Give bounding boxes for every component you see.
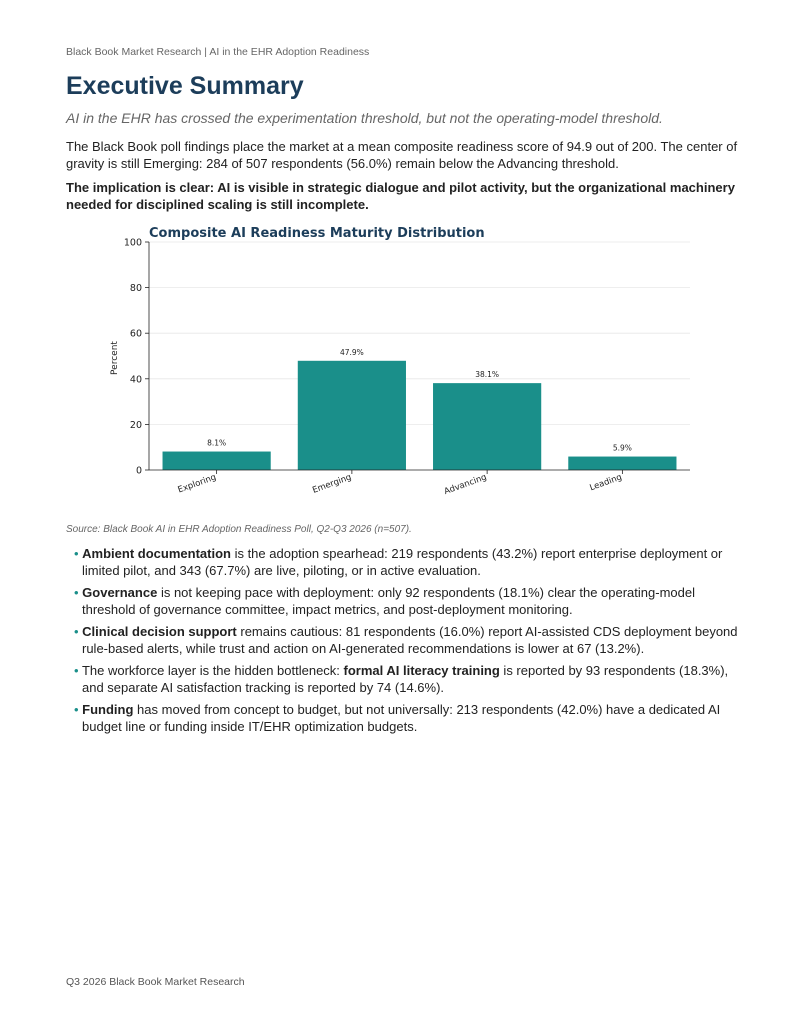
chart-title: Composite AI Readiness Maturity Distribution <box>149 226 485 241</box>
finding-item <box>66 623 741 657</box>
chart-svg <box>100 222 700 512</box>
bullet-marker: • <box>74 546 83 561</box>
finding-topic: Funding <box>82 702 134 717</box>
category-label-leading: Leading <box>588 472 624 494</box>
finding-text: is not keeping pace with deployment: only 92 respondents (18.1%) clear the operating-model threshold of governance committee, impact metrics, and post-deployment monitoring. <box>82 585 695 617</box>
y-tick-label: 60 <box>129 328 142 340</box>
bullet-marker: • <box>74 624 83 639</box>
data-label-emerging: 47.9% <box>339 347 364 357</box>
finding-item <box>66 584 741 618</box>
y-tick-label: 80 <box>129 283 142 295</box>
finding-item <box>66 545 741 579</box>
finding-topic: Governance <box>82 585 158 600</box>
bar-leading <box>568 457 676 470</box>
bar-emerging <box>298 361 406 470</box>
finding-text: has moved from concept to budget, but not universally: 213 respondents (42.0%) have a dedicated AI budget line or funding inside IT/EHR optimization budgets. <box>82 702 721 734</box>
chart-y-axis-label: Percent <box>110 341 120 375</box>
category-label-exploring: Exploring <box>176 472 218 496</box>
finding-prefix: The workforce layer is the hidden bottleneck: <box>81 663 344 678</box>
y-tick-label: 0 <box>135 465 142 477</box>
bar-advancing <box>433 383 541 470</box>
page-title: Executive Summary <box>66 72 304 100</box>
category-label-emerging: Emerging <box>311 472 353 496</box>
key-findings-list <box>66 545 741 740</box>
finding-text: remains cautious: 81 respondents (16.0%) report AI-assisted CDS deployment beyond rule-based alerts, while trust and action on AI-generated recommendations is lower at 67 (13.2%). <box>82 624 738 656</box>
finding-item <box>66 662 741 696</box>
data-label-leading: 5.9% <box>612 443 632 453</box>
page-footer: Q3 2026 Black Book Market Research <box>66 976 245 988</box>
maturity-distribution-chart <box>100 222 700 512</box>
bullet-marker: • <box>74 663 82 678</box>
bar-exploring <box>163 452 271 470</box>
finding-topic: Clinical decision support <box>82 624 237 639</box>
chart-bars <box>163 361 677 470</box>
chart-axes <box>145 242 690 474</box>
chart-source-note: Source: Black Book AI in EHR Adoption Readiness Poll, Q2-Q3 2026 (n=507). <box>66 524 412 535</box>
summary-paragraph: The Black Book poll findings place the market at a mean composite readiness score of 94.9 out of 200. The center of gravity is still Emerging: 284 of 507 respondents (56.0%) remain below the Advancing threshold. <box>66 139 738 171</box>
bullet-marker: • <box>74 702 83 717</box>
finding-text: is reported by 93 respondents (18.3%), and separate AI satisfaction tracking is reported by 74 (14.6%). <box>82 663 729 695</box>
finding-item <box>66 701 741 735</box>
category-label-advancing: Advancing <box>442 472 489 498</box>
data-label-advancing: 38.1% <box>475 370 500 380</box>
finding-text: is the adoption spearhead: 219 respondents (43.2%) report enterprise deployment or limited pilot, and 343 (67.7%) are live, piloting, or in active evaluation. <box>82 546 723 578</box>
chart-gridlines <box>149 242 690 424</box>
y-tick-label: 20 <box>129 419 142 431</box>
running-header: Black Book Market Research | AI in the EHR Adoption Readiness <box>66 46 370 58</box>
implication-paragraph: The implication is clear: AI is visible in strategic dialogue and pilot activity, but the organizational machinery needed for disciplined scaling is still incomplete. <box>66 180 735 212</box>
finding-topic: formal AI literacy training <box>343 663 500 678</box>
y-tick-label: 40 <box>129 374 142 386</box>
bullet-marker: • <box>74 585 83 600</box>
y-tick-label: 100 <box>123 237 142 249</box>
data-label-exploring: 8.1% <box>207 438 227 448</box>
finding-topic: Ambient documentation <box>82 546 231 561</box>
page-subtitle: AI in the EHR has crossed the experimentation threshold, but not the operating-model threshold. <box>66 110 663 126</box>
